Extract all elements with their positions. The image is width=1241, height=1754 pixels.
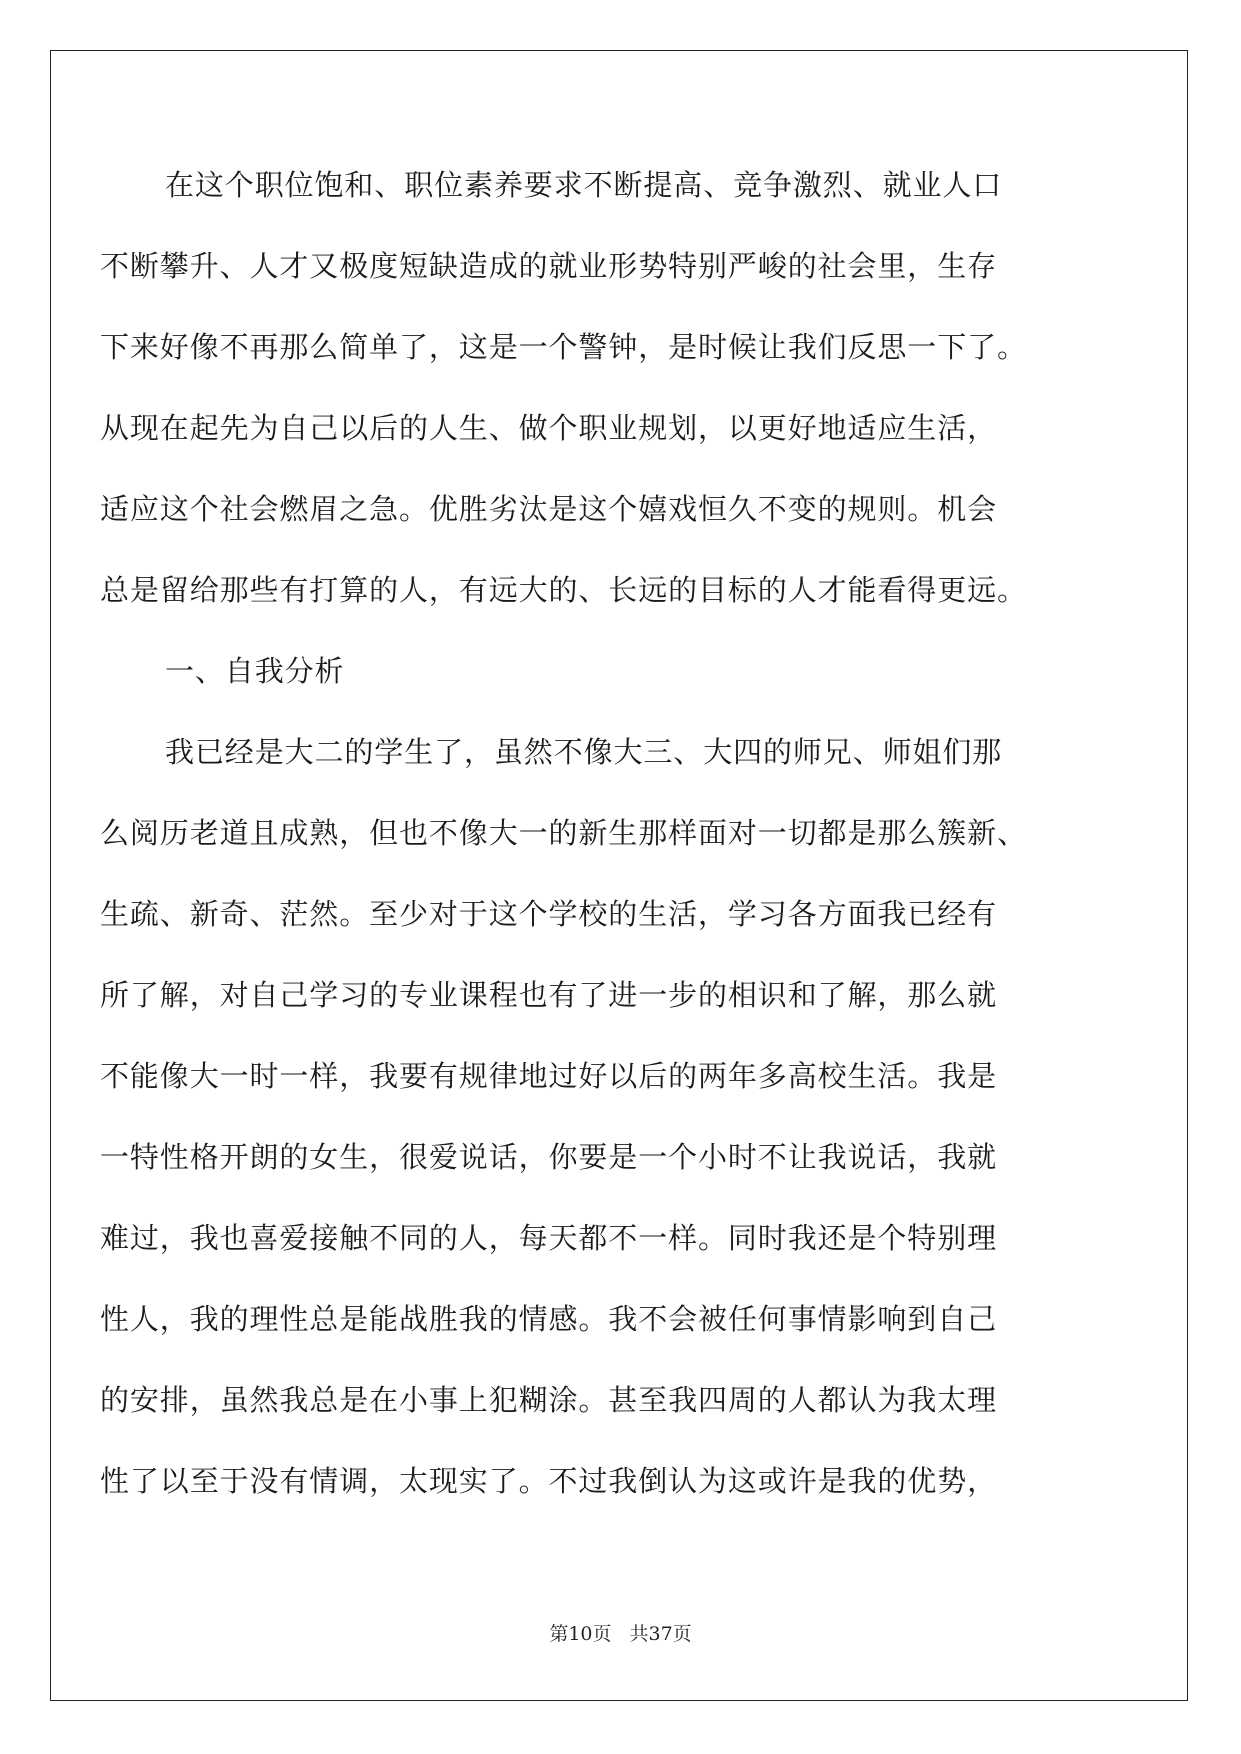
paragraph-2-line-9: 的安排，虽然我总是在小事上犯糊涂。甚至我四周的人都认为我太理 [100, 1383, 998, 1417]
section-heading: 一、自我分析 [165, 654, 345, 688]
page-footer [0, 1622, 1241, 1646]
paragraph-1-line-4: 从现在起先为自己以后的人生、做个职业规划，以更好地适应生活， [100, 411, 998, 445]
paragraph-2-line-6: 一特性格开朗的女生，很爱说话，你要是一个小时不让我说话，我就 [100, 1140, 998, 1174]
paragraph-2-line-7: 难过，我也喜爱接触不同的人，每天都不一样。同时我还是个特别理 [100, 1221, 998, 1255]
page-number: 第10页 [549, 1623, 612, 1645]
paragraph-1-line-2: 不断攀升、人才又极度短缺造成的就业形势特别严峻的社会里，生存 [100, 249, 998, 283]
paragraph-2-line-4: 所了解，对自己学习的专业课程也有了进一步的相识和了解，那么就 [100, 978, 998, 1012]
paragraph-2-line-5: 不能像大一时一样，我要有规律地过好以后的两年多高校生活。我是 [100, 1059, 998, 1093]
page-total: 共37页 [629, 1623, 692, 1645]
paragraph-1-line-5: 适应这个社会燃眉之急。优胜劣汰是这个嬉戏恒久不变的规则。机会 [100, 492, 998, 526]
paragraph-2-line-1: 我已经是大二的学生了，虽然不像大三、大四的师兄、师姐们那 [165, 735, 1003, 769]
paragraph-1-line-6: 总是留给那些有打算的人，有远大的、长远的目标的人才能看得更远。 [100, 573, 1027, 607]
paragraph-1-line-3: 下来好像不再那么简单了，这是一个警钟，是时候让我们反思一下了。 [100, 330, 1027, 364]
paragraph-2-line-8: 性人，我的理性总是能战胜我的情感。我不会被任何事情影响到自己 [100, 1302, 998, 1336]
paragraph-2-line-10: 性了以至于没有情调，太现实了。不过我倒认为这或许是我的优势， [100, 1464, 998, 1498]
paragraph-2-line-3: 生疏、新奇、茫然。至少对于这个学校的生活，学习各方面我已经有 [100, 897, 998, 931]
paragraph-2-line-2: 么阅历老道且成熟，但也不像大一的新生那样面对一切都是那么簇新、 [100, 816, 1027, 850]
document-body [100, 145, 1090, 1522]
paragraph-1-line-1: 在这个职位饱和、职位素养要求不断提高、竞争激烈、就业人口 [165, 168, 1003, 202]
